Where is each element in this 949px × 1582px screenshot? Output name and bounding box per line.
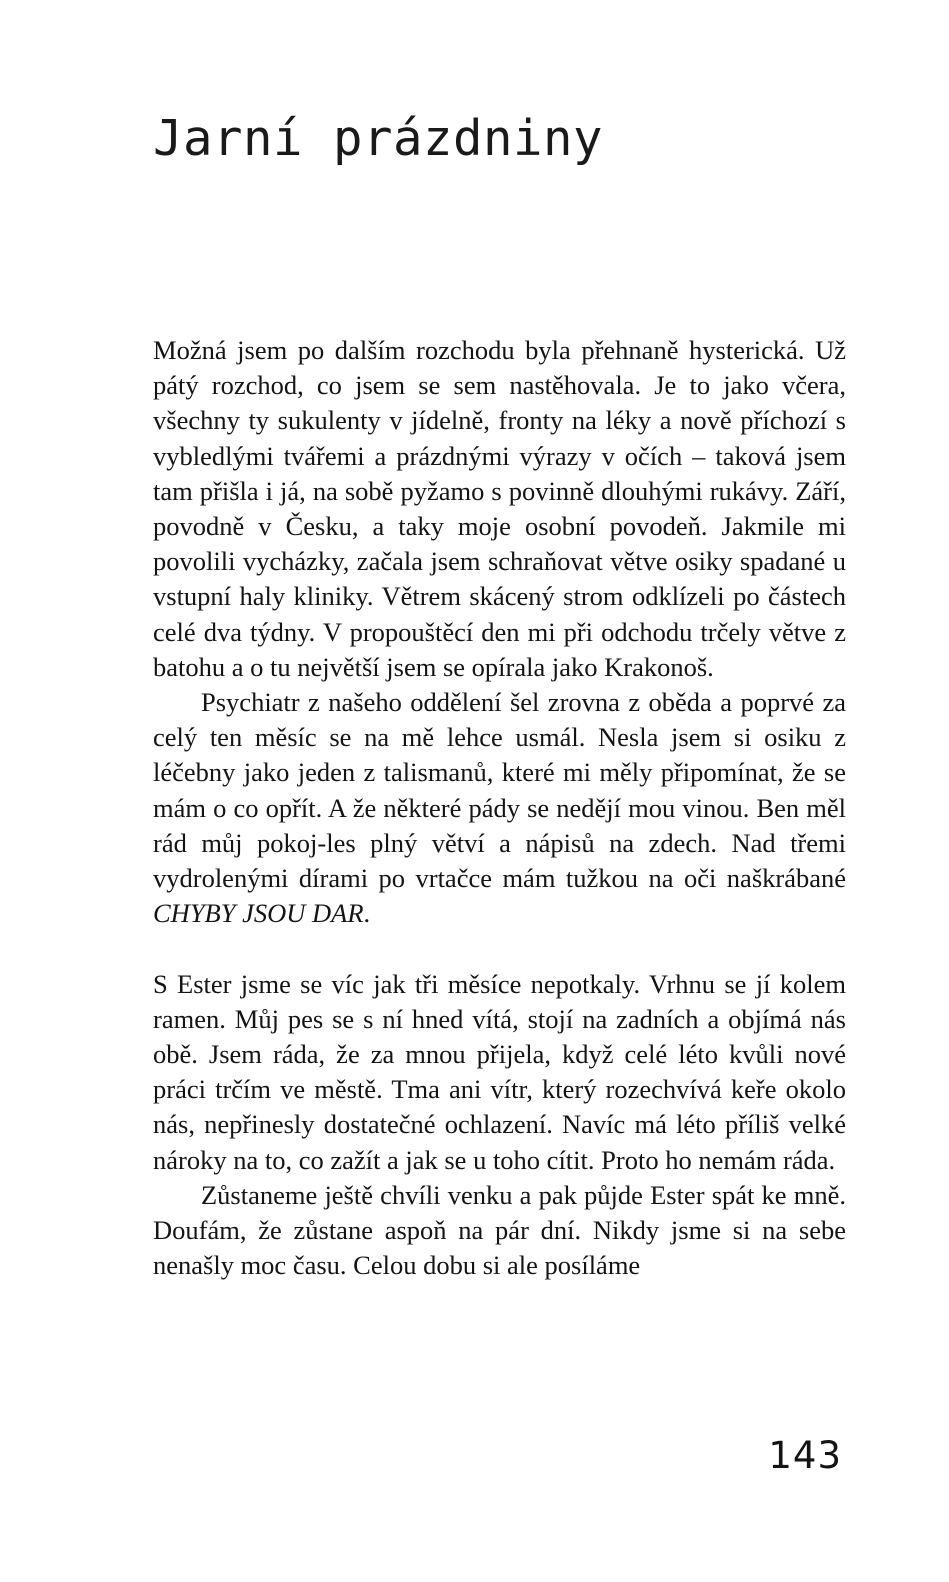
chapter-title: Jarní prázdniny (153, 110, 604, 167)
paragraph-text-after-italic: . (363, 898, 371, 929)
text-block-1 (153, 333, 846, 931)
paragraph (153, 685, 846, 931)
paragraph: Zůstaneme ještě chvíli venku a pak půjde Ester spát ke mně. Doufám, že zůstane aspoň na pár dní. Nikdy jsme si na sebe nenašly moc času. Celou dobu si ale posíláme (153, 1179, 846, 1281)
page-number: 143 (768, 1434, 842, 1477)
body-text-column (153, 333, 846, 1283)
paragraph: S Ester jsme se víc jak tři měsíce nepotkaly. Vrhnu se jí kolem ramen. Můj pes se s ní hned vítá, stojí na zadních a objímá nás obě. Jsem ráda, že za mnou přijela, když celé léto kvůli nové práci trčím ve městě. Tma ani vítr, který rozechvívá keře okolo nás, nepřinesly dostatečné ochlazení. Navíc má léto příliš velké nároky na to, co zažít a jak se u toho cítit. Proto ho nemám ráda. (153, 968, 846, 1175)
paragraph: Možná jsem po dalším rozchodu byla přehnaně hysterická. Už pátý rozchod, co jsem se sem nastěhovala. Je to jako včera, všechny ty sukulenty v jídelně, fronty na léky a nově příchozí s vybledlými tvářemi a prázdnými výrazy v očích – taková jsem tam přišla i já, na sobě pyžamo s povinně dlouhými rukávy. Září, povodně v Česku, a taky moje osobní povodeň. Jakmile mi povolili vycházky, začala jsem schraňovat větve osiky spadané u vstupní haly kliniky. Větrem skácený strom odklízeli po částech celé dva týdny. V propouštěcí den mi při odchodu trčely větve z batohu a o tu největší jsem se opírala jako Krakonoš. (153, 335, 846, 682)
emphasised-phrase: CHYBY JSOU DAR (153, 898, 364, 929)
text-block-2 (153, 967, 846, 1284)
paragraph-text-before-italic: Psychiatr z našeho oddělení šel zrovna z oběda a poprvé za celý ten měsíc se na mě lehce usmál. Nesla jsem si osiku z léčebny jako jeden z talismanů, které mi měly připomínat, že se mám o co opřít. A že některé pády se nedějí mou vinou. Ben měl rád můj pokoj-les plný větví a nápisů na zdech. Nad třemi vydrolenými dírami po vrtačce mám tužkou na oči naškrábané (153, 687, 846, 894)
